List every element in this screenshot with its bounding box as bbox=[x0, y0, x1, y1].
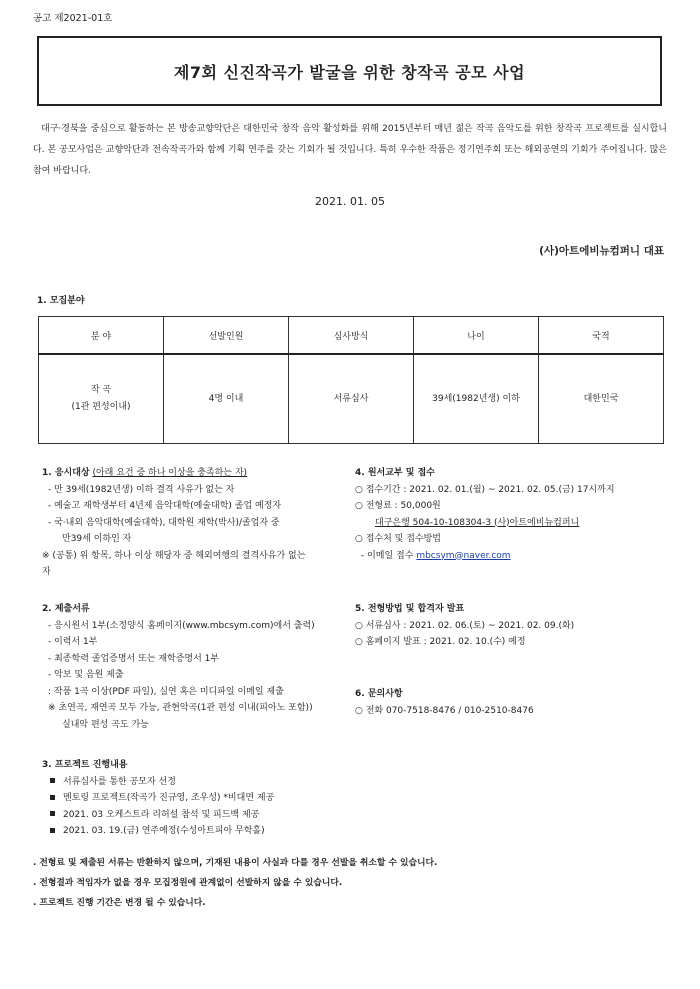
list-item: 실내악 편성 곡도 가능 bbox=[62, 719, 149, 730]
selection-heading: 5. 전형방법 및 합격자 발표 bbox=[355, 604, 465, 614]
list-item-text: 서류심사를 통한 공모자 선정 bbox=[63, 776, 176, 787]
progress-heading: 3. 프로젝트 진행내용 bbox=[42, 760, 128, 770]
field-note: (1관 편성이내) bbox=[71, 402, 131, 412]
table-header: 심사방식 bbox=[289, 317, 414, 355]
section-recruitment-heading: 1. 모집분야 bbox=[37, 296, 85, 306]
table-header: 국적 bbox=[539, 317, 664, 355]
table-cell-age: 39세(1982년생) 이하 bbox=[414, 354, 539, 444]
organization-name: (사)아트에비뉴컴퍼니 대표 bbox=[539, 245, 664, 257]
list-item: ○ 서류심사 : 2021. 02. 06.(토) ~ 2021. 02. 09.(화) bbox=[355, 620, 575, 631]
title-box bbox=[37, 36, 662, 106]
list-item bbox=[42, 790, 352, 807]
table-cell-nationality: 대한민국 bbox=[539, 354, 664, 444]
list-item: - 응시원서 1부(소정양식 홈페이지(www.mbcsym.com)에서 출력) bbox=[48, 620, 315, 631]
table-row bbox=[39, 354, 664, 444]
table-header: 선발인원 bbox=[164, 317, 289, 355]
table-header: 분 야 bbox=[39, 317, 164, 355]
table-cell-review: 서류심사 bbox=[289, 354, 414, 444]
note-item: . 프로젝트 진행 기간은 변경 될 수 있습니다. bbox=[33, 898, 206, 908]
eligibility-heading: 1. 응시대상 bbox=[42, 468, 90, 478]
application-section bbox=[355, 465, 665, 564]
list-item bbox=[42, 774, 352, 791]
application-heading: 4. 원서교부 및 접수 bbox=[355, 468, 435, 478]
contact-phone: ○ 전화 070-7518-8476 / 010-2510-8476 bbox=[355, 705, 534, 716]
note-item: . 전형료 및 제출된 서류는 반환하지 않으며, 기재된 내용이 사실과 다를 경우 선발을 취소할 수 있습니다. bbox=[33, 858, 438, 868]
square-bullet-icon bbox=[50, 811, 55, 816]
selection-section bbox=[355, 601, 665, 651]
notice-number: 공고 제2021-01호 bbox=[33, 13, 113, 24]
list-item: - 이력서 1부 bbox=[48, 637, 98, 647]
eligibility-note: (아래 요건 중 하나 이상을 충족하는 자) bbox=[92, 468, 248, 478]
list-item: - 예술고 재학생부터 4년제 음악대학(예술대학) 졸업 예정자 bbox=[48, 501, 282, 511]
table-cell-quota: 4명 이내 bbox=[164, 354, 289, 444]
application-method: ○ 접수처 및 접수방법 bbox=[355, 534, 441, 544]
list-item: 만39세 이하인 자 bbox=[62, 534, 132, 544]
list-item: - 만 39세(1982년생) 이하 결격 사유가 없는 자 bbox=[48, 484, 235, 495]
table-cell-field bbox=[39, 354, 164, 444]
contact-section bbox=[355, 686, 665, 719]
notice-date: 2021. 01. 05 bbox=[315, 195, 385, 208]
list-item: - 최종학력 졸업증명서 또는 재학증명서 1부 bbox=[48, 653, 220, 664]
list-item-text: 2021. 03. 19.(금) 연주예정(수성아트피아 무학홀) bbox=[63, 826, 265, 836]
square-bullet-icon bbox=[50, 828, 55, 833]
contact-heading: 6. 문의사항 bbox=[355, 689, 403, 699]
intro-paragraph: 대구·경북을 중심으로 활동하는 본 방송교향악단은 대한민국 창작 음악 활성화를 위해 2015년부터 매년 젊은 작곡 음악도를 위한 창작곡 프로젝트를 실시합니다. 본 공모사업은 교향악단과 전속작곡가와 함께 기획 연주를 갖는 기회가 될 것입니다. 특히 우수한 작품은 정기연주회 또는 해외공연의 기회가 주어집니다. 많은 참여 바랍니다. bbox=[33, 124, 667, 176]
list-item: : 작품 1곡 이상(PDF 파일), 실연 혹은 미디파일 이메일 제출 bbox=[48, 686, 284, 697]
list-item bbox=[42, 807, 352, 824]
table-header: 나이 bbox=[414, 317, 539, 355]
square-bullet-icon bbox=[50, 778, 55, 783]
documents-heading: 2. 제출서류 bbox=[42, 604, 90, 614]
bank-account: 대구은행 504-10-108304-3 (사)아트에비뉴컴퍼니 bbox=[375, 517, 580, 528]
square-bullet-icon bbox=[50, 795, 55, 800]
notes-section bbox=[33, 853, 437, 913]
table-header-row bbox=[39, 317, 664, 355]
email-link[interactable]: mbcsym@naver.com bbox=[416, 550, 511, 561]
email-label: - 이메일 접수 bbox=[361, 550, 414, 561]
documents-section bbox=[42, 601, 352, 733]
list-item-text: 2021. 03 오케스트라 리허설 참석 및 피드백 제공 bbox=[63, 809, 260, 820]
list-item: ○ 홈페이지 발표 : 2021. 02. 10.(수) 예정 bbox=[355, 637, 526, 647]
progress-section bbox=[42, 757, 352, 840]
note-item: . 전형결과 적임자가 없을 경우 모집정원에 관계없이 선발하지 않을 수 있습니다. bbox=[33, 878, 343, 888]
field-name: 작 곡 bbox=[90, 385, 112, 395]
list-item: - 악보 및 음원 제출 bbox=[48, 670, 124, 680]
list-item: - 국·내외 음악대학(예술대학), 대학원 재학(박사)/졸업자 중 bbox=[48, 517, 280, 528]
list-item: 자 bbox=[42, 567, 51, 577]
eligibility-section bbox=[42, 465, 352, 581]
application-fee: ○ 전형료 : 50,000원 bbox=[355, 501, 441, 511]
recruitment-table bbox=[38, 316, 664, 444]
list-item-text: 멘토링 프로젝트(작곡가 진규영, 조우성) *비대면 제공 bbox=[63, 793, 275, 803]
list-item bbox=[42, 823, 352, 840]
page-title: 제7회 신진작곡가 발굴을 위한 창작곡 공모 사업 bbox=[173, 62, 526, 82]
list-item: ※ 초연곡, 재연곡 모두 가능, 관현악곡(1관 편성 이내(피아노 포함)) bbox=[48, 703, 313, 713]
list-item: ※ (공통) 위 항목, 하나 이상 해당자 중 해외여행의 결격사유가 없는 bbox=[42, 550, 306, 561]
application-period: ○ 접수기간 : 2021. 02. 01.(월) ~ 2021. 02. 05.(금) 17시까지 bbox=[355, 484, 615, 495]
